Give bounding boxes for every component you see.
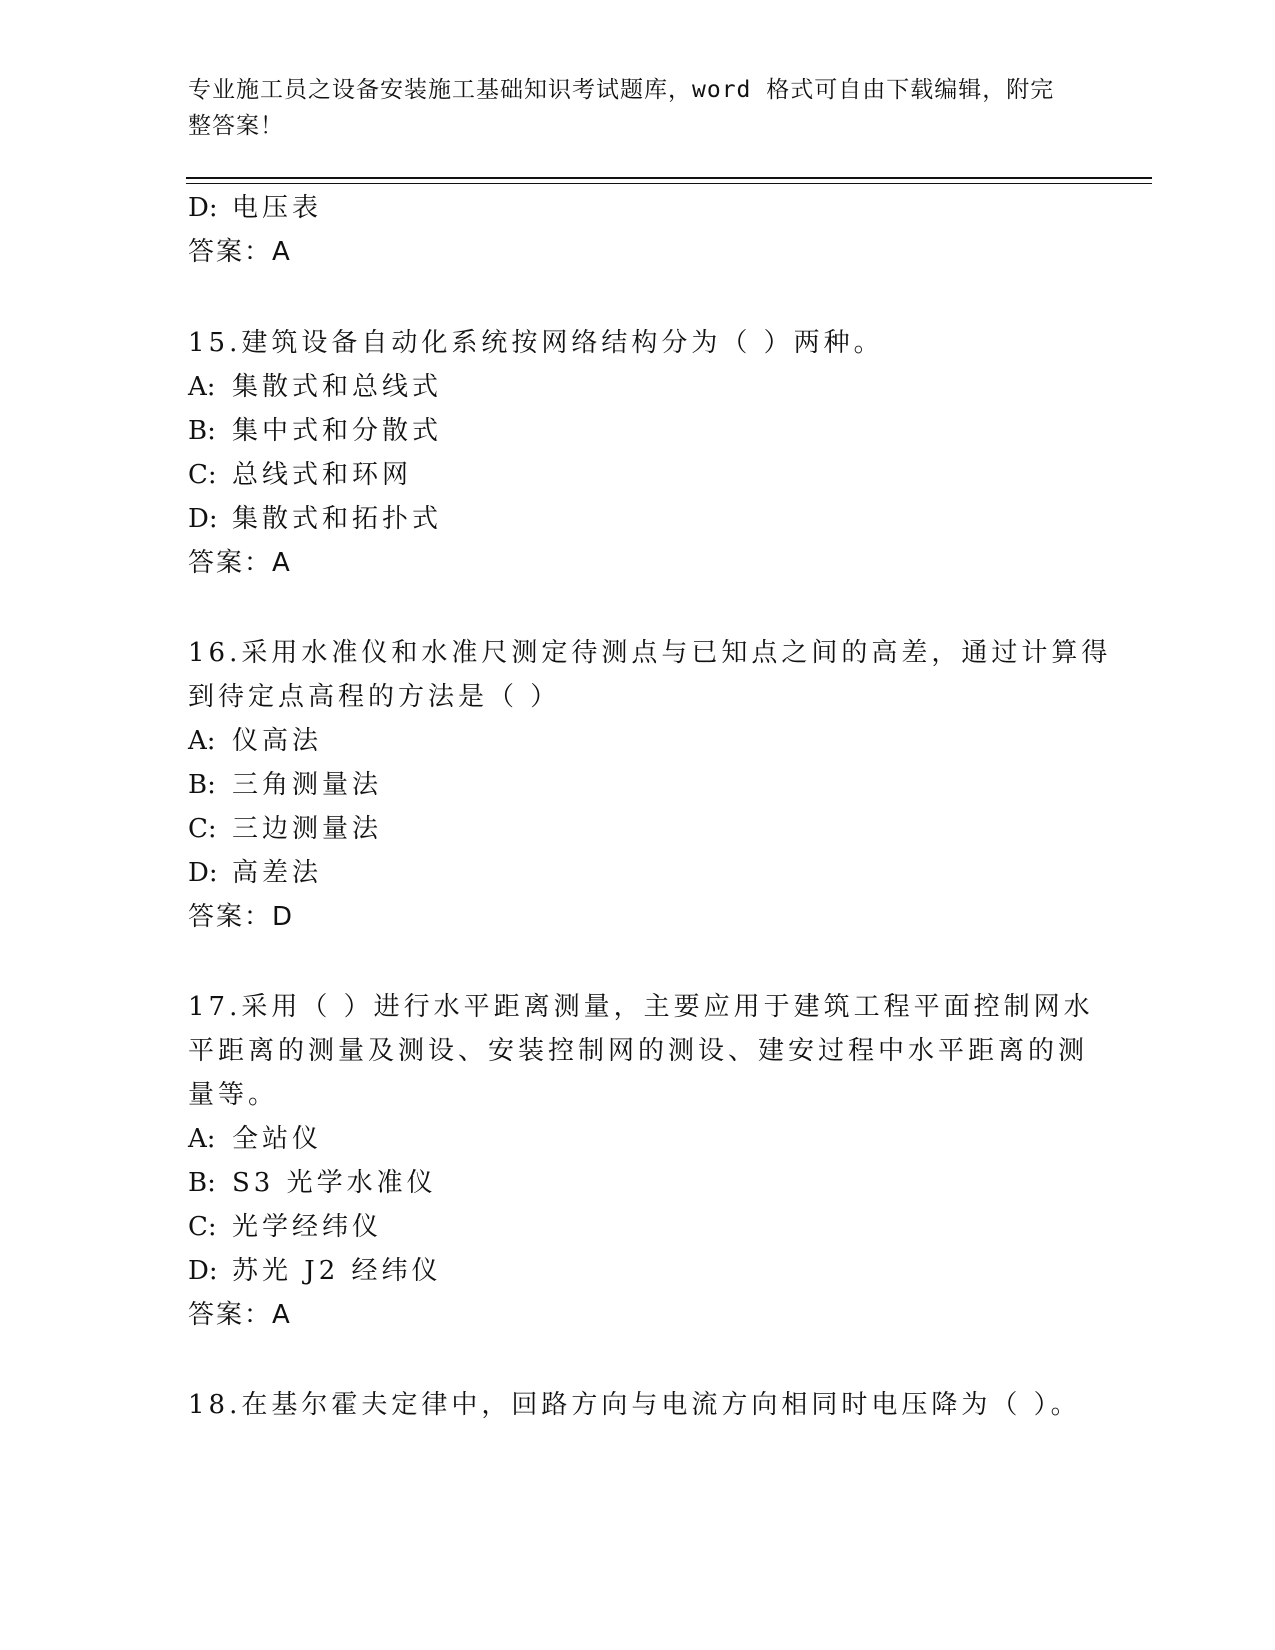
option-text: 苏光 J2 经纬仪 (232, 1256, 442, 1286)
question-17-stem-line-3: 量等。 (188, 1080, 279, 1110)
option-text: 光学经纬仪 (232, 1212, 383, 1242)
option-letter: B: (188, 1168, 216, 1198)
option-text: 集散式和总线式 (232, 372, 443, 402)
option-text: 仪高法 (232, 726, 323, 756)
option-letter: D: (188, 1256, 218, 1286)
option-d (188, 1254, 442, 1288)
header-line-1: 专业施工员之设备安装施工基础知识考试题库，word 格式可自由下载编辑，附完 (188, 77, 1055, 103)
header-divider-thin (186, 183, 1152, 184)
option-a (188, 724, 322, 758)
option-d (188, 191, 322, 225)
option-text: 集中式和分散式 (232, 416, 443, 446)
option-d (188, 502, 442, 536)
option-letter: B: (188, 416, 216, 446)
document-header (188, 72, 1088, 144)
option-letter: C: (188, 1212, 217, 1242)
option-c (188, 458, 412, 492)
option-d (188, 856, 322, 890)
option-letter: B: (188, 770, 216, 800)
option-text: 总线式和环网 (232, 460, 413, 490)
option-letter: C: (188, 814, 217, 844)
question-18-stem: 18.在基尔霍夫定律中，回路方向与电流方向相同时电压降为（ ）。 (188, 1390, 1081, 1420)
option-letter: D: (188, 504, 218, 534)
option-text: 全站仪 (232, 1124, 323, 1154)
answer-line: 答案：A (188, 1300, 292, 1330)
option-letter: D: (188, 193, 218, 223)
option-text: 三边测量法 (232, 814, 383, 844)
question-15-stem: 15.建筑设备自动化系统按网络结构分为（ ）两种。 (188, 328, 884, 358)
option-letter: A: (188, 1124, 216, 1154)
option-b (188, 768, 382, 802)
option-a (188, 1122, 322, 1156)
option-letter: A: (188, 372, 216, 402)
option-text: 三角测量法 (232, 770, 383, 800)
option-letter: C: (188, 460, 217, 490)
option-a (188, 370, 442, 404)
option-text: 高差法 (232, 858, 323, 888)
question-17-stem-line-2: 平距离的测量及测设、安装控制网的测设、建安过程中水平距离的测 (188, 1036, 1089, 1066)
option-text: 电压表 (232, 193, 323, 223)
header-divider-thick (186, 177, 1152, 179)
question-16-stem-line-1: 16.采用水准仪和水准尺测定待测点与已知点之间的高差，通过计算得 (188, 638, 1112, 668)
option-text: 集散式和拓扑式 (232, 504, 443, 534)
option-letter: D: (188, 858, 218, 888)
question-17-stem-line-1: 17.采用（ ）进行水平距离测量，主要应用于建筑工程平面控制网水 (188, 992, 1094, 1022)
answer-line: 答案：A (188, 237, 292, 267)
answer-line: 答案：D (188, 902, 295, 932)
option-b (188, 1166, 437, 1200)
header-line-2: 整答案！ (188, 113, 284, 139)
option-text: S3 光学水准仪 (232, 1168, 437, 1198)
option-c (188, 1210, 382, 1244)
question-16-stem-line-2: 到待定点高程的方法是（ ） (188, 682, 561, 712)
option-letter: A: (188, 726, 216, 756)
answer-line: 答案：A (188, 548, 292, 578)
option-c (188, 812, 382, 846)
option-b (188, 414, 442, 448)
